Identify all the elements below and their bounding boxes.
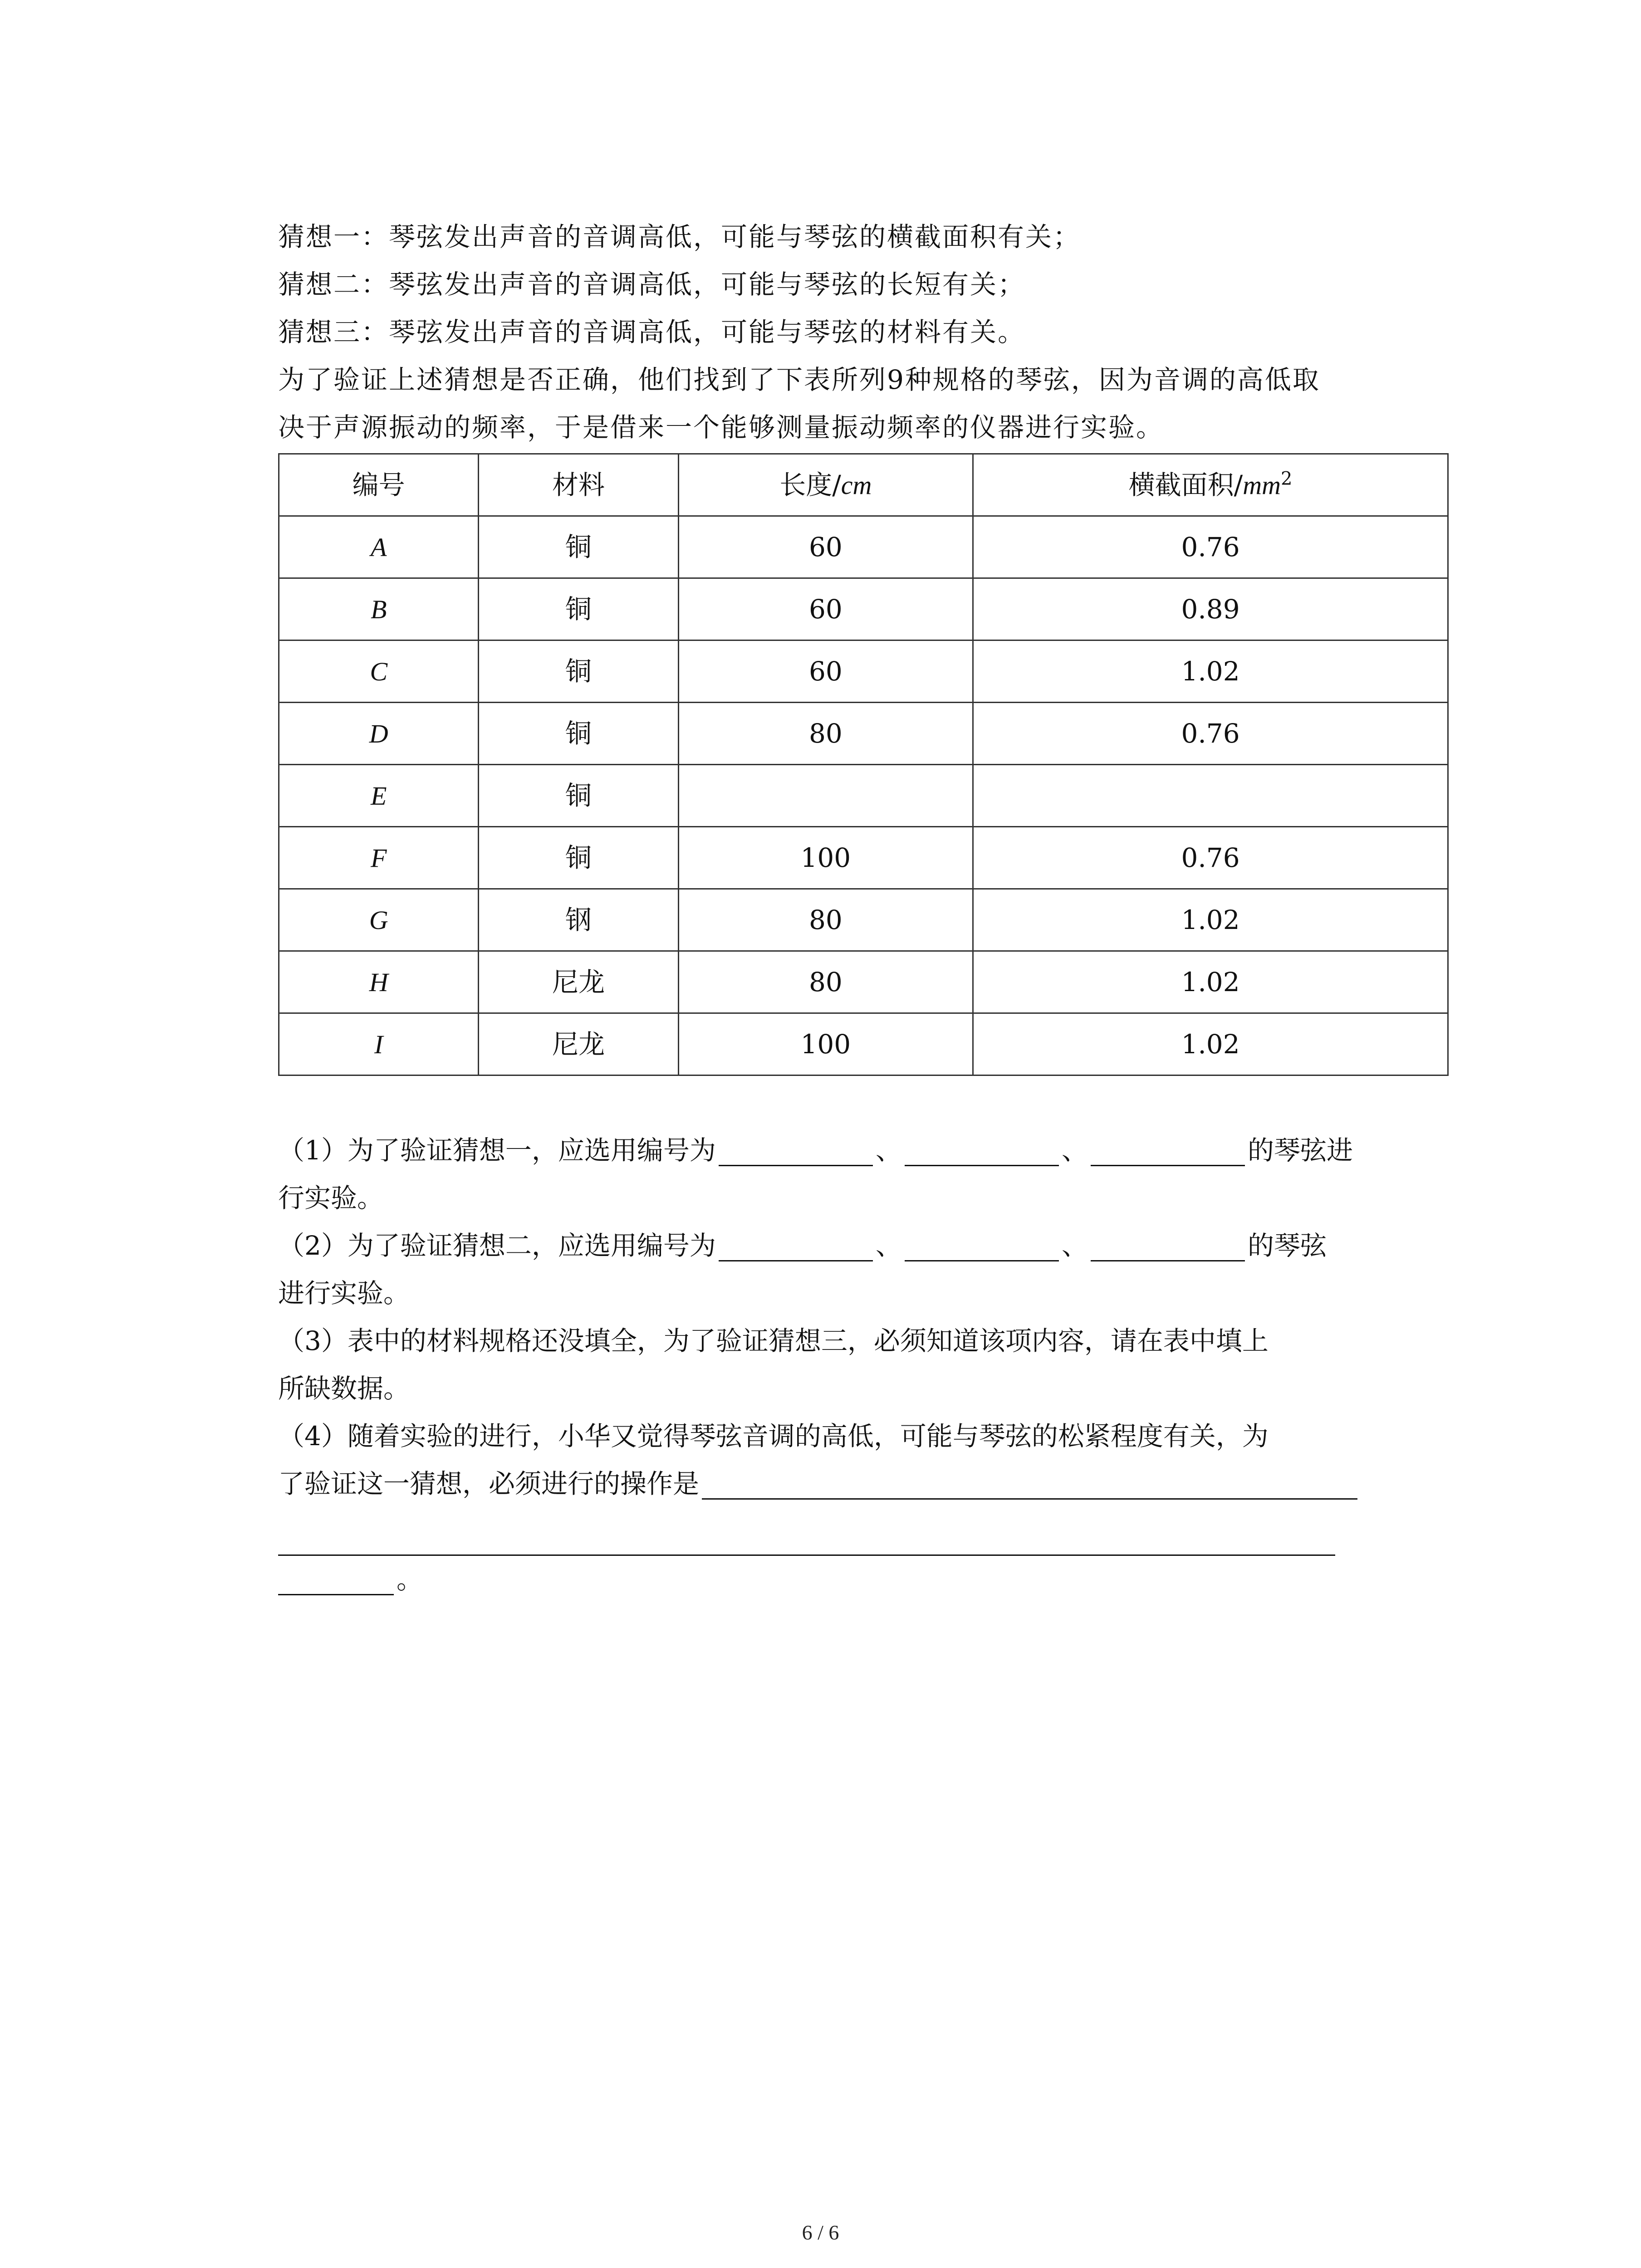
question-2-line-1 [278,1222,1449,1270]
question-4-prefix: 了验证这一猜想，必须进行的操作是 [278,1468,700,1499]
page-number: 6 / 6 [802,2221,839,2244]
cell-length: 100 [678,1013,973,1075]
table-header-row [279,454,1448,516]
question-4-line-1: （4）随着实验的进行，小华又觉得琴弦音调的高低，可能与琴弦的松紧程度有关，为 [278,1421,1269,1452]
cell-area: 0.76 [973,703,1448,765]
cell-material: 钢 [479,889,678,951]
cell-length: 80 [678,951,973,1013]
table-row [279,703,1448,765]
question-4-end: 。 [397,1564,423,1595]
header-length [678,454,973,516]
answer-blank[interactable] [905,1237,1059,1261]
cell-id: E [279,765,479,827]
table-row [279,578,1448,640]
cell-area: 0.76 [973,516,1448,578]
question-3-line-2: 所缺数据。 [278,1373,410,1404]
cell-material: 铜 [479,765,678,827]
cell-material: 铜 [479,703,678,765]
question-2-line-2: 进行实验。 [278,1278,410,1309]
separator: 、 [875,1230,902,1261]
header-area-label: 横截面积/ [1128,469,1243,500]
cell-id: B [279,578,479,640]
cell-length: 60 [678,640,973,703]
cell-length: 100 [678,827,973,889]
header-area [973,454,1448,516]
header-length-label: 长度/ [779,469,841,500]
hypothesis-2: 猜想二：琴弦发出声音的音调高低，可能与琴弦的长短有关； [278,269,1026,300]
question-2-suffix: 的琴弦 [1247,1230,1327,1261]
cell-id: I [279,1013,479,1075]
header-id: 编号 [279,454,479,516]
separator: 、 [1061,1230,1088,1261]
answer-blank[interactable] [1091,1237,1245,1261]
table-row [279,640,1448,703]
cell-area-empty [973,765,1448,827]
question-2-prefix: （2）为了验证猜想二，应选用编号为 [278,1230,716,1261]
separator: 、 [1061,1135,1088,1166]
cell-area: 1.02 [973,951,1448,1013]
header-material: 材料 [479,454,678,516]
cell-material: 铜 [479,516,678,578]
cell-length: 60 [678,516,973,578]
cell-id: H [279,951,479,1013]
cell-id: D [279,703,479,765]
page-content [278,213,1449,1603]
answer-blank[interactable] [719,1237,873,1261]
question-1-line-1 [278,1127,1449,1174]
cell-id: F [279,827,479,889]
cell-length: 80 [678,889,973,951]
cell-area: 1.02 [973,640,1448,703]
header-area-unit: mm [1243,470,1281,500]
cell-area: 0.76 [973,827,1448,889]
answer-blank[interactable] [1091,1141,1245,1166]
method-line-1: 为了验证上述猜想是否正确，他们找到了下表所列9种规格的琴弦，因为音调的高低取 [278,364,1320,395]
table-row [279,889,1448,951]
question-1-prefix: （1）为了验证猜想一，应选用编号为 [278,1135,716,1166]
answer-blank[interactable] [719,1141,873,1166]
table-row [279,1013,1448,1075]
header-length-unit: cm [841,470,872,500]
table-row [279,765,1448,827]
question-4-line-4 [278,1556,1449,1603]
cell-id: C [279,640,479,703]
table-row [279,951,1448,1013]
question-3-line-1: （3）表中的材料规格还没填全，为了验证猜想三，必须知道该项内容，请在表中填上 [278,1325,1269,1356]
string-spec-table [278,453,1449,1076]
cell-id: G [279,889,479,951]
method-line-2: 决于声源振动的频率，于是借来一个能够测量振动频率的仪器进行实验。 [278,412,1164,443]
question-1-suffix: 的琴弦进 [1247,1135,1353,1166]
answer-blank[interactable] [905,1141,1059,1166]
cell-length: 80 [678,703,973,765]
separator: 、 [875,1135,902,1166]
cell-area: 0.89 [973,578,1448,640]
cell-length: 60 [678,578,973,640]
cell-area: 1.02 [973,889,1448,951]
cell-material: 铜 [479,640,678,703]
cell-area: 1.02 [973,1013,1448,1075]
cell-id: A [279,516,479,578]
cell-material: 尼龙 [479,1013,678,1075]
questions-section [278,1127,1449,1603]
cell-material: 铜 [479,827,678,889]
table-row [279,827,1448,889]
table-row [279,516,1448,578]
header-area-exponent: 2 [1280,468,1293,489]
cell-material: 铜 [479,578,678,640]
question-4-line-2 [278,1460,1449,1508]
hypothesis-1: 猜想一：琴弦发出声音的音调高低，可能与琴弦的横截面积有关； [278,221,1081,252]
hypothesis-3: 猜想三：琴弦发出声音的音调高低，可能与琴弦的材料有关。 [278,317,1026,347]
answer-blank[interactable] [278,1570,394,1595]
cell-length-empty [678,765,973,827]
cell-material: 尼龙 [479,951,678,1013]
answer-blank[interactable] [702,1475,1357,1500]
question-1-line-2: 行实验。 [278,1183,384,1213]
